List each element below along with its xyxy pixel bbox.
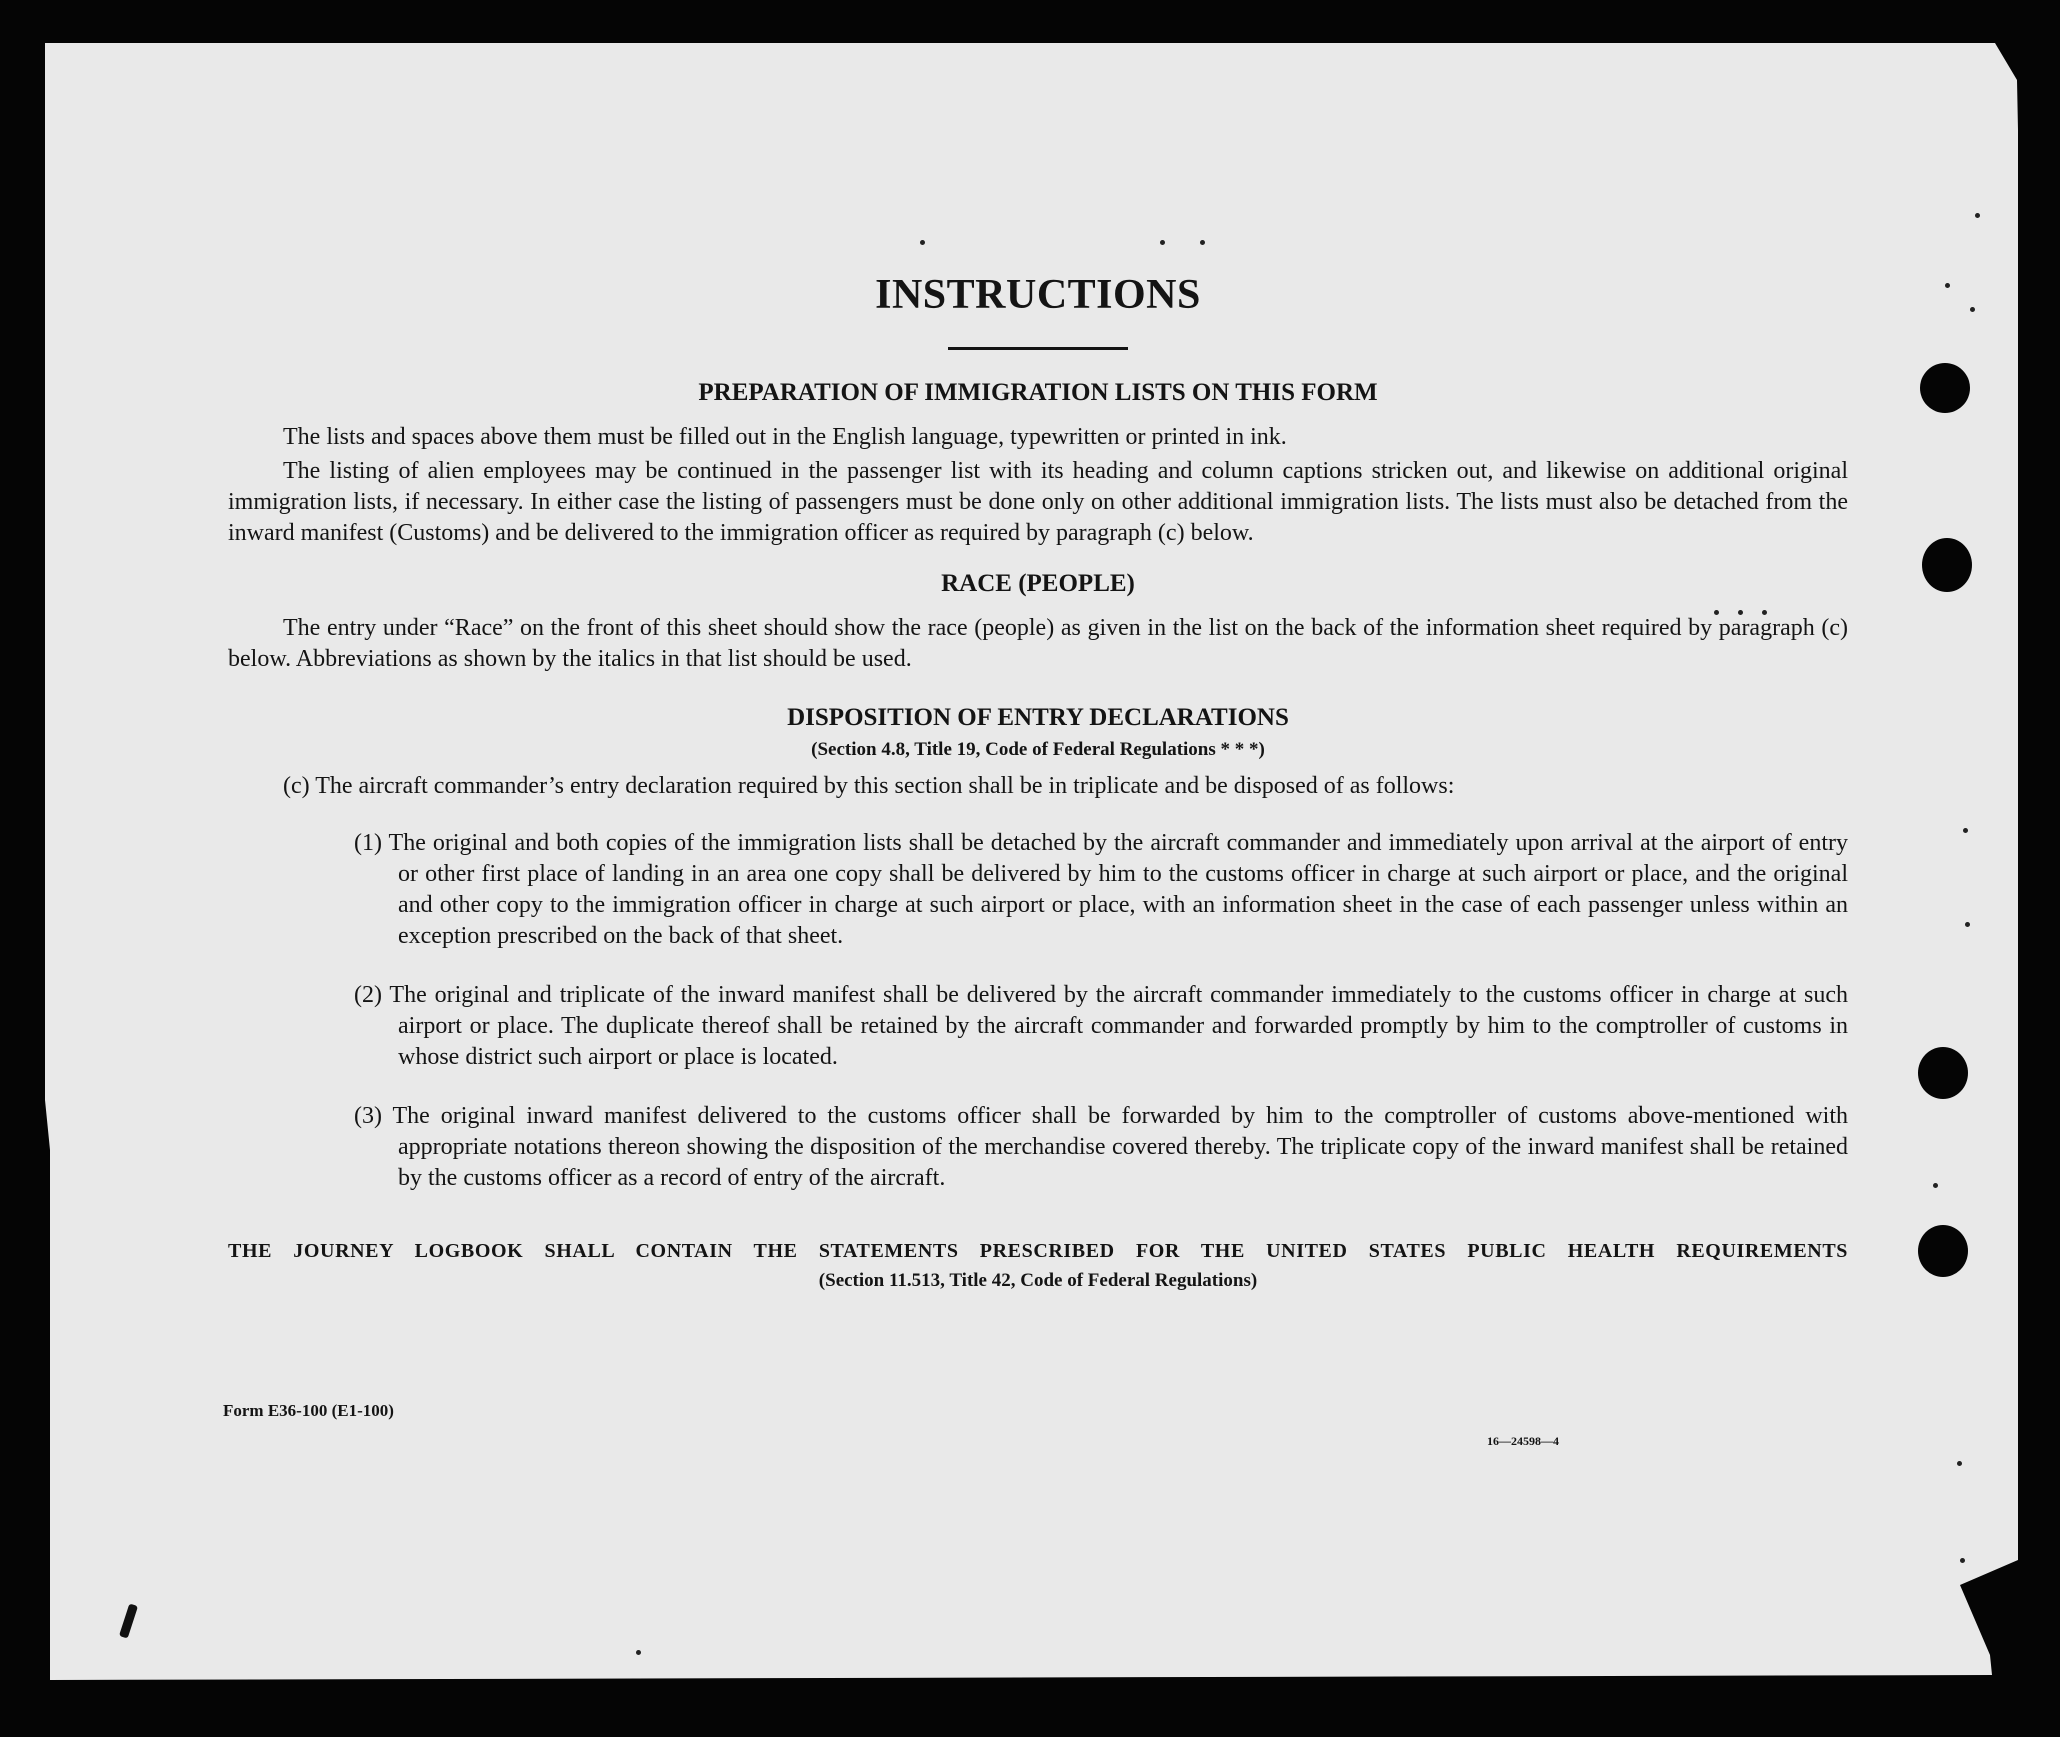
disposition-item-3: (3) The original inward manifest delivered to the customs officer shall be forwarded by him to the comptroller of customs above-mentioned with appropriate notations thereon showing the disposition of the merchandise covered thereby. The triplicate copy of the inward manifest shall be retained by the customs officer as a record of entry of the aircraft.	[354, 1103, 1848, 1191]
section-heading-disposition: DISPOSITION OF ENTRY DECLARATIONS	[787, 704, 1289, 731]
punch-hole	[1918, 1047, 1968, 1099]
speck	[1960, 1558, 1965, 1563]
footer-citation: (Section 11.513, Title 42, Code of Federal Regulations)	[818, 1270, 1258, 1291]
title-underline	[948, 347, 1128, 350]
speck	[1975, 213, 1980, 218]
speck	[1945, 283, 1950, 288]
disposition-item-1: (1) The original and both copies of the immigration lists shall be detached by the aircraft commander and immediately upon arrival at the airport of entry or other first place of landing in an area one copy shall be delivered by him to the customs officer in charge at such airport or place, and the original and other copy to the immigration officer in charge at such airport or place, with an information sheet in the case of each passenger unless within an exception prescribed on the back of that sheet.	[354, 830, 1848, 949]
punch-hole	[1922, 538, 1972, 592]
speck	[1933, 1183, 1938, 1188]
preparation-paragraph-2: The listing of alien employees may be continued in the passenger list with its heading and column captions stricken out, and likewise on additional original immigration lists, if necessary. In either case the listing of passengers must be done only on other additional immigration lists. The lists must also be detached from the inward manifest (Customs) and be delivered to the immigration officer as required by paragraph (c) below.	[228, 458, 1848, 546]
section-heading-race: RACE (PEOPLE)	[941, 570, 1135, 597]
section-heading-preparation: PREPARATION OF IMMIGRATION LISTS ON THIS FORM	[698, 379, 1378, 406]
speck	[1957, 1461, 1962, 1466]
race-paragraph: The entry under “Race” on the front of this sheet should show the race (people) as given in the list on the back of the information sheet required by paragraph (c) below. Abbreviations as shown by the italics in that list should be used.	[228, 615, 1848, 672]
speck	[920, 240, 925, 245]
speck	[1965, 922, 1970, 927]
punch-hole	[1918, 1225, 1968, 1277]
speck	[1963, 828, 1968, 833]
speck	[1970, 307, 1975, 312]
footer-statement: THE JOURNEY LOGBOOK SHALL CONTAIN THE STATEMENTS PRESCRIBED FOR THE UNITED STATES PUBLIC HEALTH REQUIREMENTS	[228, 1240, 1848, 1262]
disposition-citation: (Section 4.8, Title 19, Code of Federal Regulations * * *)	[811, 739, 1265, 760]
form-number: Form E36-100 (E1-100)	[223, 1401, 394, 1420]
page-title: INSTRUCTIONS	[875, 272, 1201, 318]
speck	[1200, 240, 1205, 245]
disposition-item-2: (2) The original and triplicate of the inward manifest shall be delivered by the aircraft commander immediately to the customs officer in charge at such airport or place. The duplicate thereof shall be retained by the aircraft commander and forwarded promptly by him to the comptroller of customs in whose district such airport or place is located.	[354, 982, 1848, 1070]
speck	[1160, 240, 1165, 245]
disposition-intro: (c) The aircraft commander’s entry declaration required by this section shall be in triplicate and be disposed of as follows:	[283, 773, 1455, 799]
instructions-content	[228, 265, 1848, 1296]
punch-hole	[1920, 363, 1970, 413]
print-number: 16—24598—4	[1487, 1434, 1559, 1448]
preparation-paragraph-1: The lists and spaces above them must be filled out in the English language, typewritten or printed in ink.	[283, 424, 1287, 450]
speck	[636, 1650, 641, 1655]
